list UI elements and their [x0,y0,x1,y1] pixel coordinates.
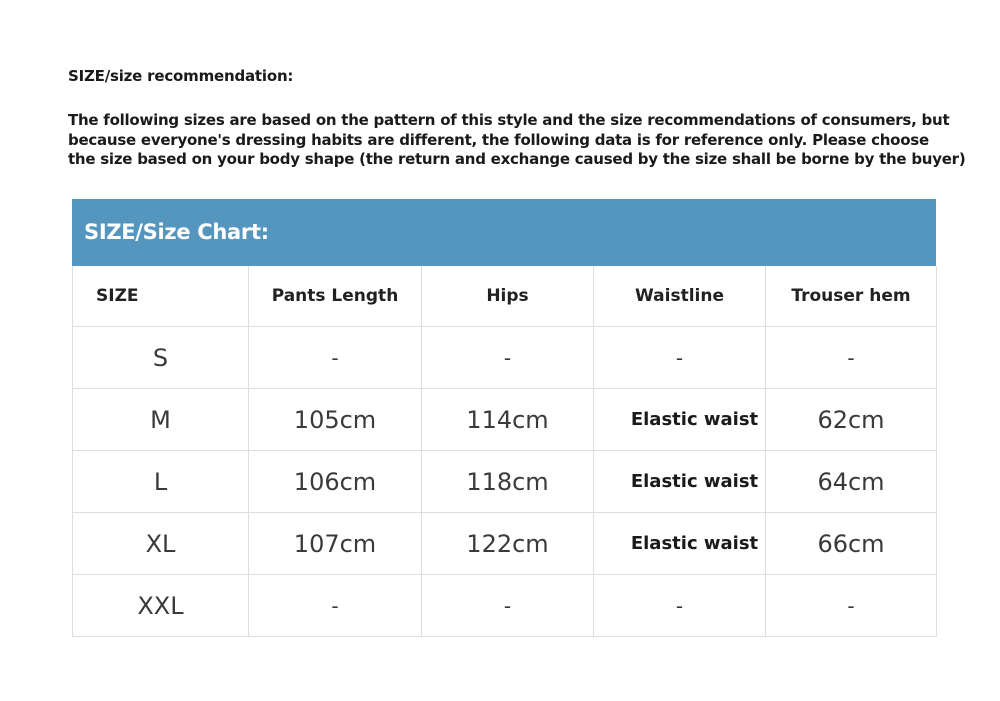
waistline-cell: - [594,327,766,389]
column-header-trouser-hem: Trouser hem [766,266,937,327]
size-cell: XL [73,513,249,575]
trouser-hem-cell: - [766,327,937,389]
table-row [73,389,937,451]
waistline-cell: Elastic waist [594,451,766,513]
size-recommendation-heading: SIZE/size recommendation: [68,67,294,85]
hips-cell: 118cm [422,451,594,513]
waistline-cell: Elastic waist [594,513,766,575]
table-header-row [73,266,937,327]
pants-length-cell: - [249,327,422,389]
size-table [72,266,937,637]
trouser-hem-cell: 66cm [766,513,937,575]
size-notice-text [68,111,966,170]
waistline-cell: - [594,575,766,637]
size-cell: XXL [73,575,249,637]
trouser-hem-cell: - [766,575,937,637]
pants-length-cell: 105cm [249,389,422,451]
column-header-size: SIZE [73,266,249,327]
pants-length-cell: 106cm [249,451,422,513]
table-row [73,513,937,575]
hips-cell: 114cm [422,389,594,451]
table-row [73,327,937,389]
size-cell: M [73,389,249,451]
pants-length-cell: 107cm [249,513,422,575]
table-row [73,451,937,513]
hips-cell: - [422,327,594,389]
size-chart [72,199,936,637]
waistline-cell: Elastic waist [594,389,766,451]
trouser-hem-cell: 64cm [766,451,937,513]
column-header-hips: Hips [422,266,594,327]
size-cell: S [73,327,249,389]
hips-cell: - [422,575,594,637]
notice-line: The following sizes are based on the pattern of this style and the size recommendations of consumers, but [68,111,950,129]
size-cell: L [73,451,249,513]
table-row [73,575,937,637]
notice-line: because everyone's dressing habits are different, the following data is for reference only. Please choose [68,130,929,149]
column-header-waistline: Waistline [594,266,766,327]
column-header-pants-length: Pants Length [249,266,422,327]
size-chart-title: SIZE/Size Chart: [72,199,936,266]
trouser-hem-cell: 62cm [766,389,937,451]
pants-length-cell: - [249,575,422,637]
notice-line: the size based on your body shape (the return and exchange caused by the size shall be borne by the buyer) [68,150,966,168]
hips-cell: 122cm [422,513,594,575]
